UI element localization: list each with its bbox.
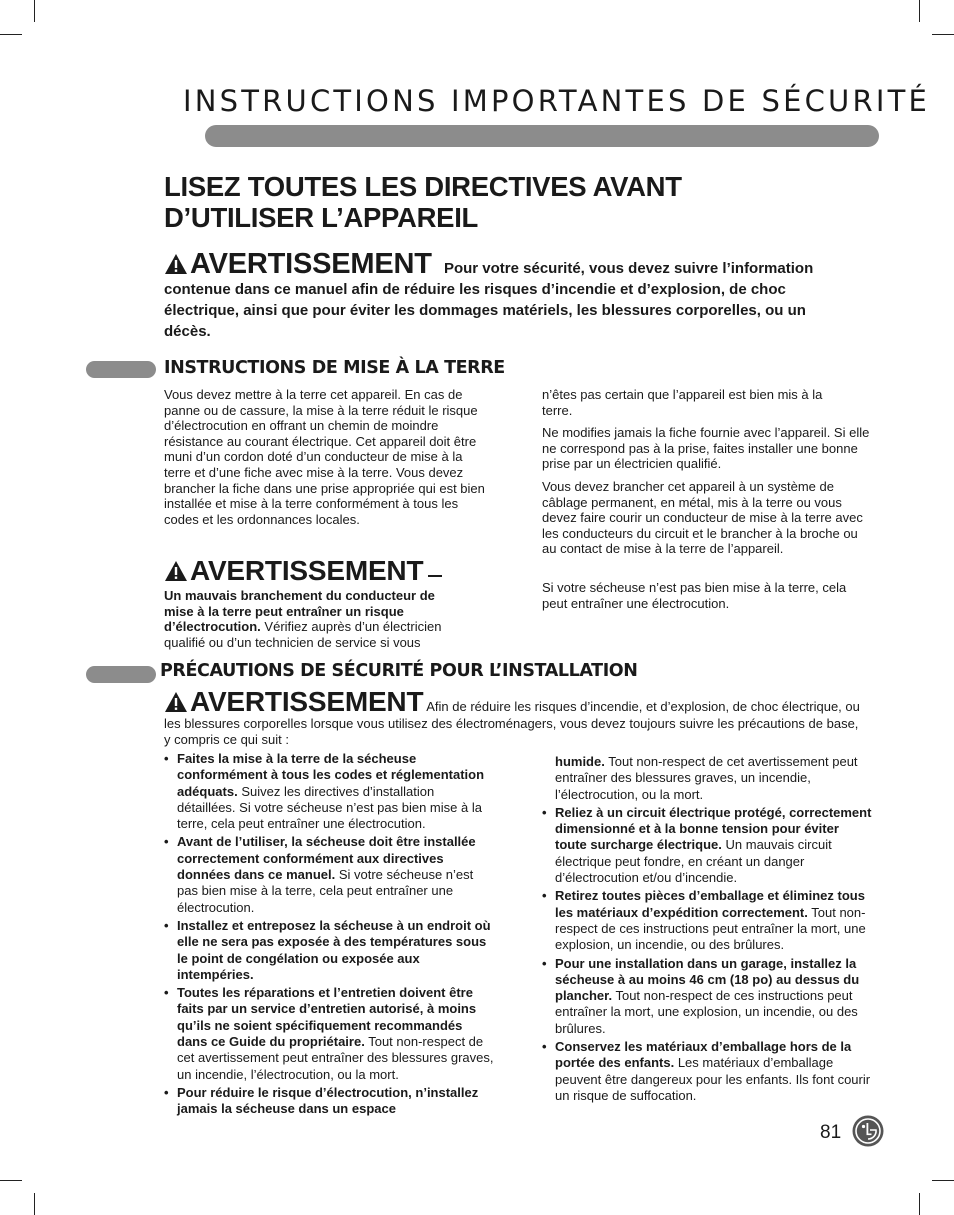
warning-dash <box>428 575 442 577</box>
section-title-installation: PRÉCAUTIONS DE SÉCURITÉ POUR L’INSTALLATION <box>160 661 638 681</box>
page-title: INSTRUCTIONS IMPORTANTES DE SÉCURITÉ <box>183 84 931 118</box>
list-item-bold: Faites la mise à la terre de la sécheuse conformément à tous les codes et réglementation adéquats. <box>177 751 485 799</box>
list-item-bold: Pour réduire le risque d’électrocution, n’installez jamais la sécheuse dans un espace <box>177 1084 479 1117</box>
list-item-bold: Conservez les matériaux d’emballage hors de la portée des enfants. <box>555 1039 852 1071</box>
page-number: 81 <box>820 1122 842 1143</box>
list-item-text: Un mauvais circuit électrique peut fondre, en créant un danger d’électrocution et/ou d’incendie. <box>555 837 832 886</box>
list-item-bold: Pour une installation dans un garage, installez la sécheuse à au moins 46 cm (18 po) au dessus du plancher. <box>555 955 860 1004</box>
installation-warning <box>164 688 864 747</box>
installation-warning-text: Afin de réduire les risques d’incendie, et d’explosion, de choc électrique, ou les blessures corporelles lorsque vous utilisez des électroménagers, vous devez toujours suivre les précautions de base, y compris ce qui suit : <box>164 699 860 747</box>
grounding-warning-bold: Un mauvais branchement du conducteur de mise à la terre peut entraîner un risque d’électrocution. <box>164 588 435 635</box>
grounding-right-paragraph-1: n’êtes pas certain que l’appareil est bien mis à la terre. <box>542 387 823 418</box>
grounding-right-paragraph-4: Si votre sécheuse n’est pas bien mise à la terre, cela peut entraîner une électrocution. <box>542 580 847 611</box>
list-item-bold: humide. <box>555 754 605 769</box>
installation-left-list <box>164 751 494 1120</box>
warning-word: AVERTISSEMENT <box>190 555 424 586</box>
warning-triangle-icon <box>164 691 188 713</box>
list-item-bold: Reliez à un circuit électrique protégé, correctement dimensionné et à la bonne tension pour éviter toute surcharge électrique. <box>555 804 872 853</box>
grounding-right-paragraph-3: Vous devez brancher cet appareil à un système de câblage permanent, en métal, mis à la terre ou vous devez faire courir un conducteur de mise à la terre avec les conducteurs du circuit et le brancher à la broche ou au contact de mise à la terre de l’appareil. <box>542 479 863 557</box>
list-item-bold: Retirez toutes pièces d’emballage et éliminez tous les matériaux d’expédition correctement. <box>555 888 865 920</box>
crop-mark <box>0 1180 22 1181</box>
list-item <box>164 985 494 1083</box>
list-item-text: Tout non-respect de ces instructions peut entraîner la mort, une explosion, un incendie, ou des brûlures. <box>555 904 866 953</box>
crop-mark <box>932 1180 954 1181</box>
intro-warning <box>164 248 854 342</box>
section-pill <box>86 361 156 378</box>
list-item-text: Les matériaux d’emballage peuvent être dangereux pour les enfants. Ils font courir un risque de suffocation. <box>555 1055 871 1103</box>
grounding-right-paragraph-2: Ne modifies jamais la fiche fournie avec l’appareil. Si elle ne correspond pas à la prise, faites installer une bonne prise par un électricien qualifié. <box>542 425 870 472</box>
list-item-text: Suivez les directives d’installation détaillées. Si votre sécheuse n’est pas bien mise à la terre, cela peut entraîner une électrocution. <box>177 783 482 832</box>
list-item <box>164 1085 494 1118</box>
lg-logo-icon <box>852 1115 884 1147</box>
installation-right-list <box>542 754 872 1106</box>
grounding-warning-text <box>164 588 464 650</box>
crop-mark <box>919 1193 920 1215</box>
grounding-warning <box>164 554 494 650</box>
list-item-text: Tout non-respect de cet avertissement peut entraîner des blessures graves, un incendie, l’électrocution, ou la mort. <box>555 754 858 802</box>
list-item-bold: Avant de l’utiliser, la sécheuse doit être installée correctement conformément aux directives données dans ce manuel. <box>177 834 476 883</box>
grounding-left-paragraph: Vous devez mettre à la terre cet appareil. En cas de panne ou de cassure, la mise à la terre réduit le risque d’électrocution en offrant un chemin de moindre résistance au courant électrique. Cet appareil doit être muni d’un cordon doté d’un conducteur de mise à la terre et d’une fiche avec mise à la terre. Vous devez brancher la fiche dans une prise appropriée qui est bien installée et mise à la terre conformément à tous les codes et les ordonnances locales. <box>164 387 485 527</box>
crop-mark <box>34 1193 35 1215</box>
list-item <box>164 751 494 832</box>
list-item <box>164 918 494 983</box>
warning-word: AVERTISSEMENT <box>190 686 424 717</box>
intro-warning-text: Pour votre sécurité, vous devez suivre l’information contenue dans ce manuel afin de réduire les risques d’incendie et d’explosion, de choc électrique, ainsi que pour éviter les dommages matériels, les blessures corporelles, ou un décès. <box>164 260 814 340</box>
list-item-text: Tout non-respect de ces instructions peut entraîner la mort, une explosion, un incendie, ou des brûlures. <box>555 988 858 1036</box>
main-heading-line2: D’UTILISER L’APPAREIL <box>164 202 479 233</box>
list-item-bold: Toutes les réparations et l’entretien doivent être faits par un service d’entretien autorisé, à moins qu’ils ne soient spécifiquement recommandés dans ce Guide du propriétaire. <box>177 985 477 1050</box>
grounding-warning-normal: Vérifiez auprès d’un électricien qualifié ou d’un technicien de service si vous <box>164 619 442 650</box>
list-item <box>542 888 872 953</box>
list-item-continuation <box>542 754 872 803</box>
list-item <box>164 834 494 915</box>
warning-triangle-icon <box>164 253 188 275</box>
list-item <box>542 1039 872 1104</box>
crop-mark <box>0 34 22 35</box>
section-title-grounding: INSTRUCTIONS DE MISE À LA TERRE <box>164 358 505 378</box>
list-item-text: Tout non-respect de cet avertissement peut entraîner des blessures graves, un incendie, l’électrocution, ou la mort. <box>177 1034 494 1082</box>
list-item-text: Si votre sécheuse n’est pas bien mise à la terre, cela peut entraîner une électrocution. <box>177 867 474 915</box>
main-heading <box>164 171 682 233</box>
main-heading-line1: LISEZ TOUTES LES DIRECTIVES AVANT <box>164 171 682 202</box>
list-item-bold: Installez et entreposez la sécheuse à un endroit où elle ne sera pas exposée à des températures sous le point de congélation ou exposée aux intempéries. <box>177 917 491 982</box>
crop-mark <box>919 0 920 22</box>
list-item <box>542 805 872 886</box>
crop-mark <box>34 0 35 22</box>
section-pill <box>86 666 156 683</box>
crop-mark <box>932 34 954 35</box>
list-item <box>542 956 872 1037</box>
warning-word: AVERTISSEMENT <box>190 248 432 280</box>
title-bar <box>205 125 879 147</box>
warning-triangle-icon <box>164 560 188 582</box>
